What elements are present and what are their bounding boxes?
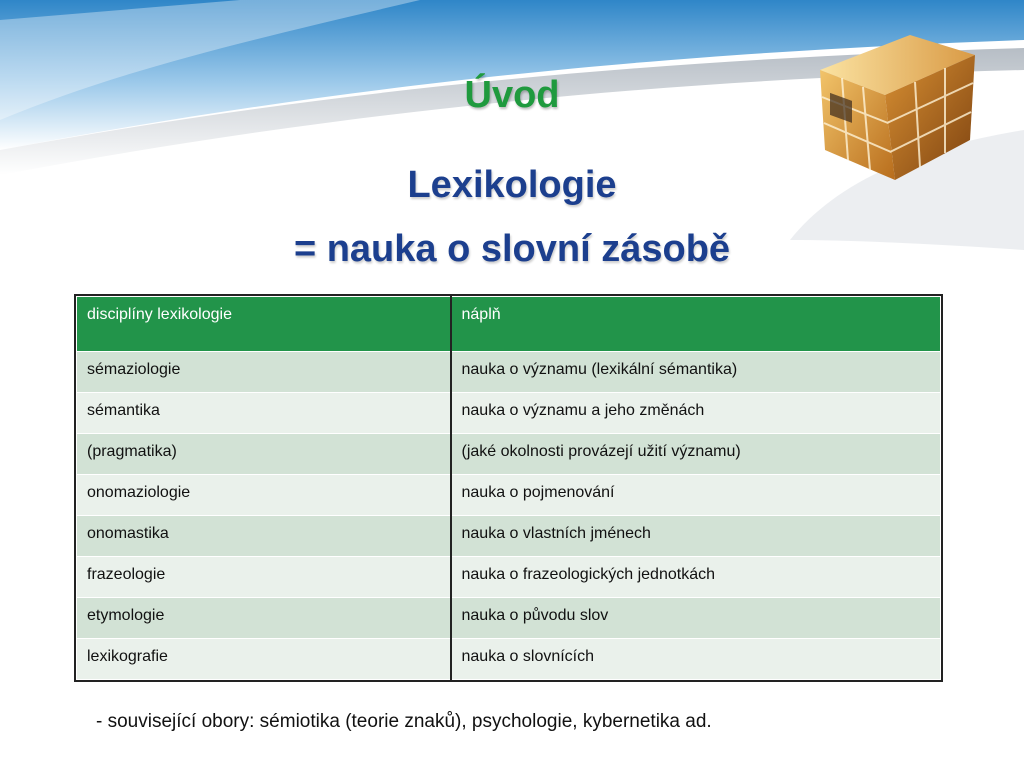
discipline-cell: etymologie bbox=[77, 598, 451, 639]
slide-subtitle-line2: = nauka o slovní zásobě bbox=[293, 228, 731, 270]
header-disciplines: disciplíny lexikologie bbox=[77, 297, 451, 352]
slide-title: Úvod bbox=[464, 74, 560, 116]
content-cell: (jaké okolnosti provázejí užití významu) bbox=[451, 434, 941, 475]
table-header-row bbox=[77, 297, 941, 352]
discipline-cell: (pragmatika) bbox=[77, 434, 451, 475]
disciplines-table bbox=[76, 296, 941, 680]
table-row bbox=[77, 639, 941, 680]
content-cell: nauka o významu (lexikální sémantika) bbox=[451, 352, 941, 393]
discipline-cell: sémaziologie bbox=[77, 352, 451, 393]
content-cell: nauka o původu slov bbox=[451, 598, 941, 639]
related-fields-note: - související obory: sémiotika (teorie znaků), psychologie, kybernetika ad. bbox=[96, 711, 712, 732]
discipline-cell: onomastika bbox=[77, 516, 451, 557]
header-content: náplň bbox=[451, 297, 941, 352]
table-row bbox=[77, 352, 941, 393]
content-cell: nauka o pojmenování bbox=[451, 475, 941, 516]
table-row bbox=[77, 516, 941, 557]
discipline-cell: onomaziologie bbox=[77, 475, 451, 516]
table-row bbox=[77, 475, 941, 516]
content-cell: nauka o slovnících bbox=[451, 639, 941, 680]
discipline-cell: frazeologie bbox=[77, 557, 451, 598]
table-row bbox=[77, 393, 941, 434]
table-row bbox=[77, 598, 941, 639]
content-cell: nauka o významu a jeho změnách bbox=[451, 393, 941, 434]
discipline-cell: sémantika bbox=[77, 393, 451, 434]
slide-subtitle-line1: Lexikologie bbox=[407, 164, 617, 206]
table-row bbox=[77, 434, 941, 475]
content-cell: nauka o vlastních jménech bbox=[451, 516, 941, 557]
table-row bbox=[77, 557, 941, 598]
content-cell: nauka o frazeologických jednotkách bbox=[451, 557, 941, 598]
discipline-cell: lexikografie bbox=[77, 639, 451, 680]
